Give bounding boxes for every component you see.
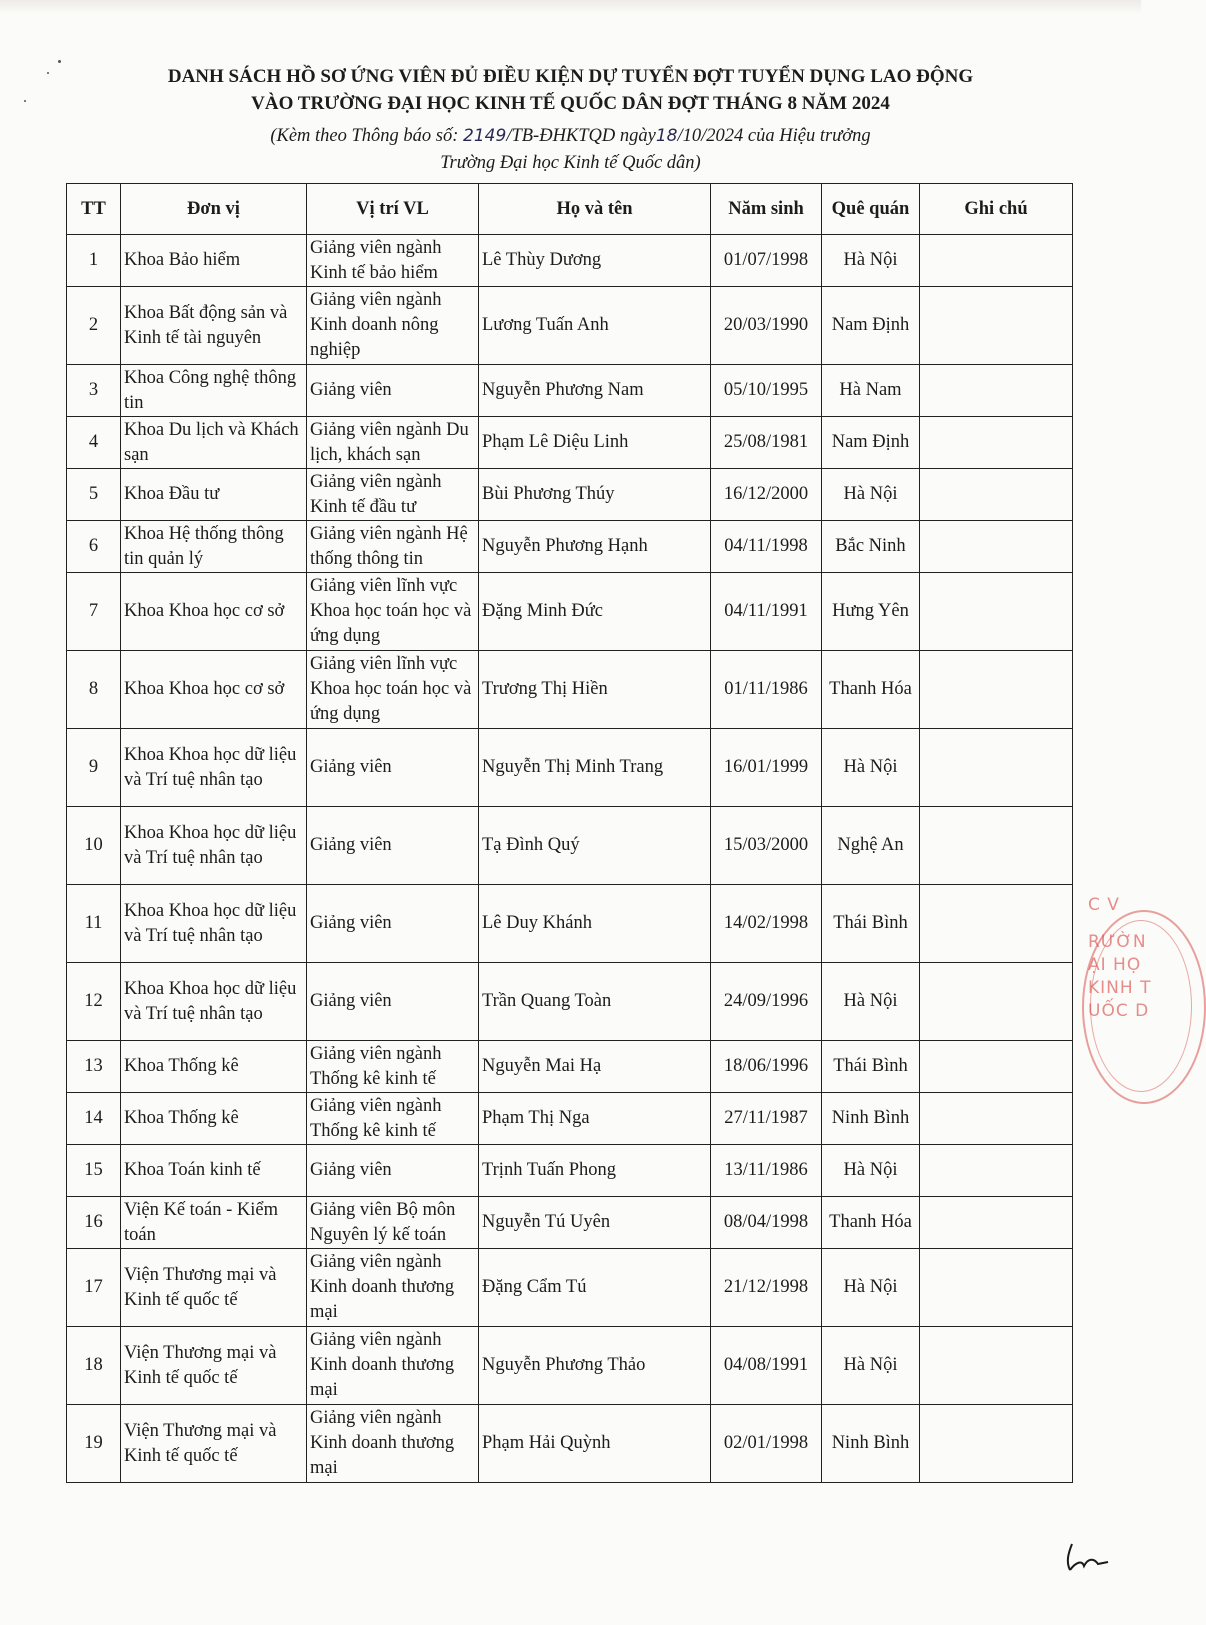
- cell-ghi-chu: [920, 1093, 1073, 1145]
- cell-don-vi: Khoa Khoa học dữ liệu và Trí tuệ nhân tạo: [121, 729, 307, 807]
- cell-don-vi: Khoa Du lịch và Khách sạn: [121, 417, 307, 469]
- stamp-text: KINH T: [1088, 978, 1152, 998]
- table-row: [67, 365, 1073, 417]
- cell-nam-sinh: 04/08/1991: [711, 1327, 822, 1405]
- cell-don-vi: Khoa Hệ thống thông tin quản lý: [121, 521, 307, 573]
- cell-nam-sinh: 25/08/1981: [711, 417, 822, 469]
- cell-nam-sinh: 21/12/1998: [711, 1249, 822, 1327]
- stamp-text: RƯỜN: [1088, 932, 1147, 952]
- cell-tt: 16: [67, 1197, 121, 1249]
- cell-ghi-chu: [920, 1041, 1073, 1093]
- stamp-text: ẠI HỌ: [1088, 955, 1142, 975]
- cell-vi-tri: Giảng viên ngành Kinh doanh thương mại: [307, 1405, 479, 1483]
- cell-nam-sinh: 13/11/1986: [711, 1145, 822, 1197]
- notice-reference-middle: /TB-ĐHKTQD ngày: [506, 126, 656, 146]
- cell-don-vi: Khoa Bất động sản và Kinh tế tài nguyên: [121, 287, 307, 365]
- cell-tt: 2: [67, 287, 121, 365]
- cell-ghi-chu: [920, 469, 1073, 521]
- cell-nam-sinh: 20/03/1990: [711, 287, 822, 365]
- cell-ghi-chu: [920, 1197, 1073, 1249]
- initials-signature: [1062, 1536, 1112, 1576]
- cell-don-vi: Khoa Khoa học cơ sở: [121, 573, 307, 651]
- cell-que-quan: Hà Nội: [822, 1249, 920, 1327]
- table-row: [67, 1041, 1073, 1093]
- cell-tt: 9: [67, 729, 121, 807]
- cell-vi-tri: Giảng viên: [307, 885, 479, 963]
- cell-ghi-chu: [920, 885, 1073, 963]
- table-row: [67, 521, 1073, 573]
- cell-don-vi: Khoa Thống kê: [121, 1093, 307, 1145]
- scan-edge: [0, 0, 1141, 14]
- cell-que-quan: Hà Nội: [822, 729, 920, 807]
- cell-nam-sinh: 14/02/1998: [711, 885, 822, 963]
- notice-reference-suffix: /10/2024 của Hiệu trưởng: [677, 126, 871, 146]
- cell-nam-sinh: 18/06/1996: [711, 1041, 822, 1093]
- cell-ho-ten: Nguyễn Phương Thảo: [479, 1327, 711, 1405]
- cell-ho-ten: Phạm Hải Quỳnh: [479, 1405, 711, 1483]
- notice-reference: [0, 126, 1141, 147]
- table-row: [67, 417, 1073, 469]
- cell-ho-ten: Nguyễn Mai Hạ: [479, 1041, 711, 1093]
- document-title-line-1: DANH SÁCH HỒ SƠ ỨNG VIÊN ĐỦ ĐIỀU KIỆN DỰ TUYỂN ĐỢT TUYỂN DỤNG LAO ĐỘNG: [167, 66, 974, 87]
- cell-don-vi: Khoa Khoa học cơ sở: [121, 651, 307, 729]
- cell-vi-tri: Giảng viên ngành Hệ thống thông tin: [307, 521, 479, 573]
- cell-ho-ten: Lê Duy Khánh: [479, 885, 711, 963]
- cell-vi-tri: Giảng viên lĩnh vực Khoa học toán học và ứng dụng: [307, 573, 479, 651]
- header-que-quan: Quê quán: [822, 184, 920, 235]
- cell-que-quan: Bắc Ninh: [822, 521, 920, 573]
- cell-ho-ten: Trương Thị Hiền: [479, 651, 711, 729]
- cell-ho-ten: Lương Tuấn Anh: [479, 287, 711, 365]
- cell-tt: 3: [67, 365, 121, 417]
- cell-tt: 18: [67, 1327, 121, 1405]
- cell-ghi-chu: [920, 235, 1073, 287]
- cell-que-quan: Hà Nam: [822, 365, 920, 417]
- table-row: [67, 885, 1073, 963]
- cell-don-vi: Khoa Khoa học dữ liệu và Trí tuệ nhân tạo: [121, 963, 307, 1041]
- cell-ho-ten: Đặng Cẩm Tú: [479, 1249, 711, 1327]
- table-row: [67, 651, 1073, 729]
- cell-tt: 1: [67, 235, 121, 287]
- notice-reference-prefix: (Kèm theo Thông báo số:: [270, 126, 464, 146]
- cell-vi-tri: Giảng viên lĩnh vực Khoa học toán học và ứng dụng: [307, 651, 479, 729]
- document-title-line-2: VÀO TRƯỜNG ĐẠI HỌC KINH TẾ QUỐC DÂN ĐỢT THÁNG 8 NĂM 2024: [251, 93, 890, 114]
- cell-que-quan: Thái Bình: [822, 885, 920, 963]
- table-row: [67, 1327, 1073, 1405]
- cell-nam-sinh: 04/11/1998: [711, 521, 822, 573]
- cell-ho-ten: Phạm Thị Nga: [479, 1093, 711, 1145]
- header-don-vi: Đơn vị: [121, 184, 307, 235]
- cell-ghi-chu: [920, 365, 1073, 417]
- cell-ho-ten: Nguyễn Phương Nam: [479, 365, 711, 417]
- cell-tt: 13: [67, 1041, 121, 1093]
- cell-don-vi: Viện Thương mại và Kinh tế quốc tế: [121, 1249, 307, 1327]
- cell-tt: 8: [67, 651, 121, 729]
- cell-vi-tri: Giảng viên ngành Kinh tế bảo hiểm: [307, 235, 479, 287]
- cell-ghi-chu: [920, 729, 1073, 807]
- cell-vi-tri: Giảng viên ngành Kinh doanh thương mại: [307, 1249, 479, 1327]
- cell-que-quan: Nghệ An: [822, 807, 920, 885]
- cell-don-vi: Viện Kế toán - Kiểm toán: [121, 1197, 307, 1249]
- cell-don-vi: Khoa Thống kê: [121, 1041, 307, 1093]
- header-vi-tri: Vị trí VL: [307, 184, 479, 235]
- cell-tt: 4: [67, 417, 121, 469]
- header-ghi-chu: Ghi chú: [920, 184, 1073, 235]
- candidate-table: [66, 183, 1073, 1483]
- cell-nam-sinh: 16/12/2000: [711, 469, 822, 521]
- cell-tt: 10: [67, 807, 121, 885]
- cell-ho-ten: Nguyễn Tú Uyên: [479, 1197, 711, 1249]
- cell-que-quan: Thái Bình: [822, 1041, 920, 1093]
- cell-vi-tri: Giảng viên: [307, 807, 479, 885]
- cell-nam-sinh: 04/11/1991: [711, 573, 822, 651]
- cell-don-vi: Khoa Toán kinh tế: [121, 1145, 307, 1197]
- cell-ghi-chu: [920, 807, 1073, 885]
- cell-que-quan: Thanh Hóa: [822, 1197, 920, 1249]
- cell-vi-tri: Giảng viên ngành Du lịch, khách sạn: [307, 417, 479, 469]
- cell-que-quan: Hà Nội: [822, 963, 920, 1041]
- cell-que-quan: Hà Nội: [822, 469, 920, 521]
- cell-nam-sinh: 24/09/1996: [711, 963, 822, 1041]
- cell-tt: 6: [67, 521, 121, 573]
- cell-ghi-chu: [920, 1249, 1073, 1327]
- table-row: [67, 235, 1073, 287]
- cell-tt: 7: [67, 573, 121, 651]
- cell-vi-tri: Giảng viên ngành Thống kê kinh tế: [307, 1093, 479, 1145]
- cell-nam-sinh: 01/11/1986: [711, 651, 822, 729]
- table-row: [67, 1145, 1073, 1197]
- cell-que-quan: Hà Nội: [822, 1145, 920, 1197]
- cell-que-quan: Ninh Bình: [822, 1405, 920, 1483]
- table-row: [67, 469, 1073, 521]
- cell-ghi-chu: [920, 963, 1073, 1041]
- cell-don-vi: Khoa Bảo hiểm: [121, 235, 307, 287]
- stamp-text: C V: [1088, 895, 1120, 915]
- cell-ghi-chu: [920, 651, 1073, 729]
- cell-tt: 14: [67, 1093, 121, 1145]
- notice-reference-line-2: Trường Đại học Kinh tế Quốc dân): [440, 153, 701, 173]
- cell-ho-ten: Lê Thùy Dương: [479, 235, 711, 287]
- cell-ho-ten: Trịnh Tuấn Phong: [479, 1145, 711, 1197]
- cell-ho-ten: Tạ Đình Quý: [479, 807, 711, 885]
- cell-ghi-chu: [920, 573, 1073, 651]
- table-row: [67, 729, 1073, 807]
- stamp-text: UỐC D: [1088, 1001, 1150, 1021]
- cell-vi-tri: Giảng viên ngành Thống kê kinh tế: [307, 1041, 479, 1093]
- cell-que-quan: Nam Định: [822, 417, 920, 469]
- table-row: [67, 1093, 1073, 1145]
- cell-ho-ten: Bùi Phương Thúy: [479, 469, 711, 521]
- cell-ghi-chu: [920, 417, 1073, 469]
- cell-tt: 12: [67, 963, 121, 1041]
- header-nam-sinh: Năm sinh: [711, 184, 822, 235]
- cell-tt: 11: [67, 885, 121, 963]
- cell-tt: 19: [67, 1405, 121, 1483]
- cell-vi-tri: Giảng viên: [307, 963, 479, 1041]
- cell-don-vi: Khoa Công nghệ thông tin: [121, 365, 307, 417]
- table-row: [67, 1405, 1073, 1483]
- table-row: [67, 963, 1073, 1041]
- cell-vi-tri: Giảng viên: [307, 1145, 479, 1197]
- cell-ghi-chu: [920, 287, 1073, 365]
- cell-tt: 15: [67, 1145, 121, 1197]
- scan-speck: [58, 60, 61, 63]
- notice-day-handwritten: 18: [655, 126, 678, 146]
- cell-don-vi: Khoa Khoa học dữ liệu và Trí tuệ nhân tạo: [121, 807, 307, 885]
- cell-nam-sinh: 27/11/1987: [711, 1093, 822, 1145]
- cell-que-quan: Hưng Yên: [822, 573, 920, 651]
- cell-don-vi: Khoa Đầu tư: [121, 469, 307, 521]
- cell-que-quan: Thanh Hóa: [822, 651, 920, 729]
- cell-ho-ten: Nguyễn Thị Minh Trang: [479, 729, 711, 807]
- cell-vi-tri: Giảng viên ngành Kinh doanh thương mại: [307, 1327, 479, 1405]
- cell-don-vi: Khoa Khoa học dữ liệu và Trí tuệ nhân tạo: [121, 885, 307, 963]
- cell-nam-sinh: 16/01/1999: [711, 729, 822, 807]
- cell-ho-ten: Đặng Minh Đức: [479, 573, 711, 651]
- table-row: [67, 287, 1073, 365]
- table-row: [67, 807, 1073, 885]
- cell-ghi-chu: [920, 1145, 1073, 1197]
- header-ho-ten: Họ và tên: [479, 184, 711, 235]
- cell-vi-tri: Giảng viên ngành Kinh tế đầu tư: [307, 469, 479, 521]
- cell-ghi-chu: [920, 521, 1073, 573]
- table-row: [67, 1197, 1073, 1249]
- table-header-row: [67, 184, 1073, 235]
- cell-tt: 5: [67, 469, 121, 521]
- header-tt: TT: [67, 184, 121, 235]
- cell-don-vi: Viện Thương mại và Kinh tế quốc tế: [121, 1327, 307, 1405]
- cell-que-quan: Hà Nội: [822, 1327, 920, 1405]
- cell-nam-sinh: 08/04/1998: [711, 1197, 822, 1249]
- cell-nam-sinh: 05/10/1995: [711, 365, 822, 417]
- cell-ghi-chu: [920, 1327, 1073, 1405]
- cell-vi-tri: Giảng viên: [307, 365, 479, 417]
- notice-number-handwritten: 2149: [463, 126, 507, 146]
- cell-que-quan: Ninh Bình: [822, 1093, 920, 1145]
- cell-tt: 17: [67, 1249, 121, 1327]
- cell-ghi-chu: [920, 1405, 1073, 1483]
- table-row: [67, 573, 1073, 651]
- cell-que-quan: Nam Định: [822, 287, 920, 365]
- cell-ho-ten: Phạm Lê Diệu Linh: [479, 417, 711, 469]
- cell-don-vi: Viện Thương mại và Kinh tế quốc tế: [121, 1405, 307, 1483]
- cell-ho-ten: Nguyễn Phương Hạnh: [479, 521, 711, 573]
- cell-vi-tri: Giảng viên ngành Kinh doanh nông nghiệp: [307, 287, 479, 365]
- cell-que-quan: Hà Nội: [822, 235, 920, 287]
- cell-nam-sinh: 01/07/1998: [711, 235, 822, 287]
- cell-vi-tri: Giảng viên: [307, 729, 479, 807]
- cell-nam-sinh: 02/01/1998: [711, 1405, 822, 1483]
- cell-ho-ten: Trần Quang Toàn: [479, 963, 711, 1041]
- cell-nam-sinh: 15/03/2000: [711, 807, 822, 885]
- table-row: [67, 1249, 1073, 1327]
- cell-vi-tri: Giảng viên Bộ môn Nguyên lý kế toán: [307, 1197, 479, 1249]
